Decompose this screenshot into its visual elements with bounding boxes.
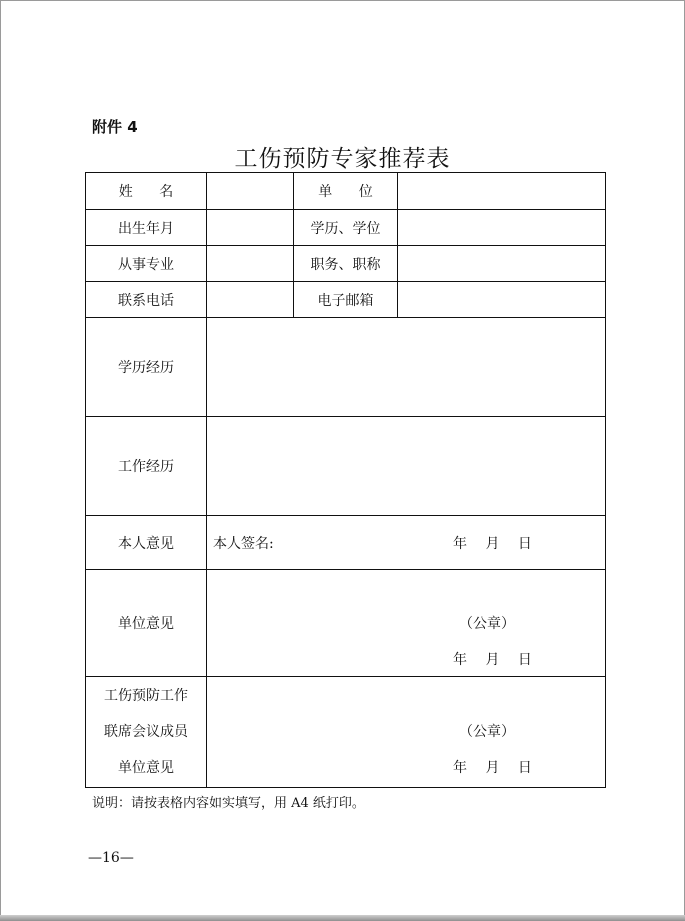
recommendation-form-table (85, 172, 606, 788)
table-row (86, 677, 606, 788)
phone-field[interactable] (207, 282, 294, 318)
table-row (86, 570, 606, 677)
email-field[interactable] (398, 282, 606, 318)
member-unit-opinion-label: 工伤预防工作 联席会议成员 单位意见 (86, 677, 207, 788)
birth-label: 出生年月 (86, 210, 207, 246)
member-unit-seal-label: （公章） (459, 724, 515, 740)
position-title-label: 职务、职称 (294, 246, 398, 282)
work-history-field[interactable] (207, 417, 606, 516)
work-history-label: 工作经历 (86, 417, 207, 516)
member-unit-date-label: 年 月 日 (453, 760, 532, 776)
footnote: 说明：请按表格内容如实填写，用 A4 纸打印。 (92, 796, 365, 811)
specialty-field[interactable] (207, 246, 294, 282)
unit-opinion-field[interactable] (207, 570, 606, 677)
table-row (86, 516, 606, 570)
unit-field[interactable] (398, 173, 606, 210)
form-title: 工伤预防专家推荐表 (234, 146, 451, 172)
position-title-field[interactable] (398, 246, 606, 282)
page-number: —16— (88, 850, 134, 866)
table-row (86, 282, 606, 318)
education-degree-label: 学历、学位 (294, 210, 398, 246)
personal-signature-label: 本人签名: (213, 535, 274, 552)
specialty-label: 从事专业 (86, 246, 207, 282)
education-history-field[interactable] (207, 318, 606, 417)
table-row (86, 210, 606, 246)
birth-field[interactable] (207, 210, 294, 246)
education-history-label: 学历经历 (86, 318, 207, 417)
table-row (86, 318, 606, 417)
table-row (86, 417, 606, 516)
personal-opinion-field[interactable] (207, 516, 606, 570)
table-row (86, 173, 606, 210)
phone-label: 联系电话 (86, 282, 207, 318)
education-degree-field[interactable] (398, 210, 606, 246)
member-unit-opinion-field[interactable] (207, 677, 606, 788)
email-label: 电子邮箱 (294, 282, 398, 318)
unit-date-label: 年 月 日 (453, 652, 532, 668)
table-row (86, 246, 606, 282)
page-bottom-shadow (0, 915, 685, 921)
unit-seal-label: （公章） (459, 616, 515, 632)
personal-opinion-label: 本人意见 (86, 516, 207, 570)
personal-date-label: 年 月 日 (453, 536, 532, 552)
unit-opinion-label: 单位意见 (86, 570, 207, 677)
unit-label: 单 位 (294, 173, 398, 210)
attachment-label: 附件 4 (92, 118, 138, 136)
name-label: 姓 名 (86, 173, 207, 210)
name-field[interactable] (207, 173, 294, 210)
